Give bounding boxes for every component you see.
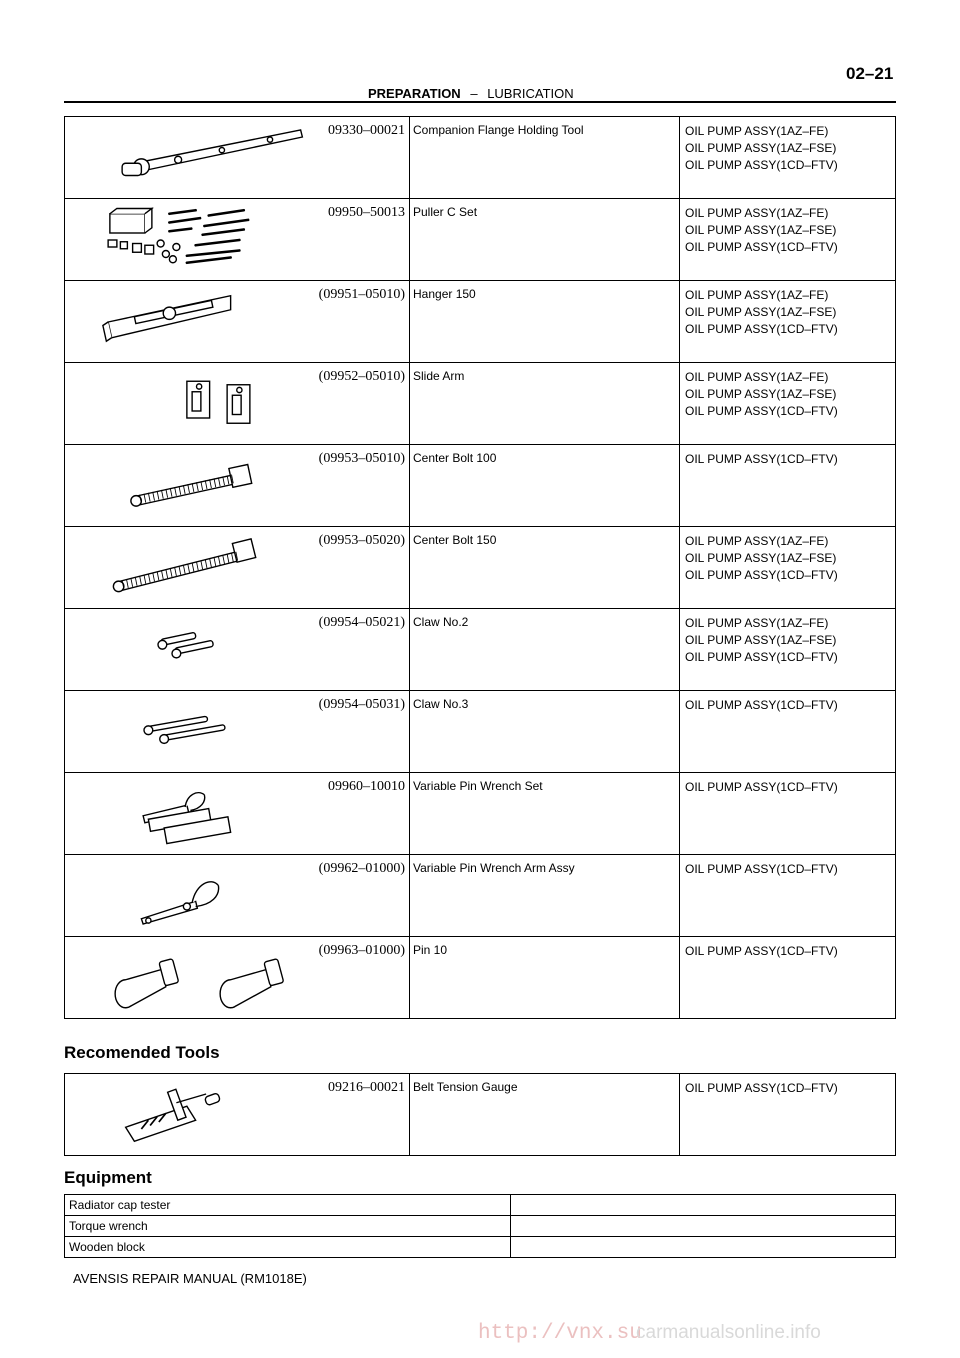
part-number: 09330–00021 <box>328 123 405 138</box>
companion-flange-holding-tool-icon <box>85 123 315 193</box>
tool-name: Variable Pin Wrench Set <box>410 773 680 855</box>
tool-usage-list <box>680 199 896 281</box>
recommended-tools-title: Recomended Tools <box>64 1043 220 1062</box>
pin-10-icon <box>85 943 315 1013</box>
table-row <box>65 199 896 281</box>
tool-illustration-cell <box>65 937 410 1019</box>
tool-illustration-cell <box>65 1074 410 1156</box>
recommended-tools-table <box>64 1073 896 1156</box>
equipment-note <box>511 1237 896 1258</box>
table-row <box>65 855 896 937</box>
table-row <box>65 1074 896 1156</box>
watermark-left[interactable]: http://vnx.su <box>478 1322 642 1345</box>
table-row <box>65 1237 896 1258</box>
tool-usage-item: OIL PUMP ASSY(1AZ–FSE) <box>685 141 837 155</box>
watermark-right[interactable]: carmanualsonline.info <box>636 1322 821 1343</box>
tool-usage-item: OIL PUMP ASSY(1CD–FTV) <box>685 568 838 582</box>
tool-illustration-cell <box>65 199 410 281</box>
tool-illustration-cell <box>65 117 410 199</box>
tool-illustration-cell <box>65 281 410 363</box>
equipment-item: Torque wrench <box>65 1216 511 1237</box>
tool-usage-item: OIL PUMP ASSY(1CD–FTV) <box>685 240 838 254</box>
equipment-table <box>64 1194 896 1258</box>
tool-illustration-cell <box>65 363 410 445</box>
tool-name: Claw No.2 <box>410 609 680 691</box>
belt-tension-gauge-icon <box>85 1080 315 1150</box>
tool-usage-item: OIL PUMP ASSY(1CD–FTV) <box>685 944 838 958</box>
tool-usage-list <box>680 527 896 609</box>
part-number: (09962–01000) <box>318 861 405 876</box>
part-number: (09963–01000) <box>318 943 405 958</box>
part-number: (09952–05010) <box>318 369 405 384</box>
part-number: 09216–00021 <box>328 1080 405 1095</box>
tool-usage-list <box>680 363 896 445</box>
table-row <box>65 1195 896 1216</box>
tool-illustration-cell <box>65 445 410 527</box>
hanger-icon <box>85 287 315 357</box>
tool-usage-item: OIL PUMP ASSY(1CD–FTV) <box>685 698 838 712</box>
page-number: 02–21 <box>846 64 894 83</box>
claw-no3-icon <box>85 697 315 767</box>
table-row <box>65 1216 896 1237</box>
part-number: 09950–50013 <box>328 205 405 220</box>
tool-illustration-cell <box>65 855 410 937</box>
tool-usage-item: OIL PUMP ASSY(1CD–FTV) <box>685 404 838 418</box>
equipment-title: Equipment <box>64 1168 152 1187</box>
tool-usage-item: OIL PUMP ASSY(1AZ–FSE) <box>685 633 837 647</box>
tool-name: Hanger 150 <box>410 281 680 363</box>
part-number: 09960–10010 <box>328 779 405 794</box>
variable-pin-wrench-arm-icon <box>85 861 315 931</box>
tool-usage-item: OIL PUMP ASSY(1AZ–FE) <box>685 616 829 630</box>
equipment-item: Radiator cap tester <box>65 1195 511 1216</box>
tool-illustration-cell <box>65 691 410 773</box>
center-bolt-150-icon <box>85 533 315 603</box>
tool-usage-item: OIL PUMP ASSY(1AZ–FE) <box>685 206 829 220</box>
tool-name: Claw No.3 <box>410 691 680 773</box>
puller-c-set-icon <box>85 205 315 275</box>
tool-usage-list <box>680 773 896 855</box>
part-number: (09953–05010) <box>318 451 405 466</box>
tool-usage-item: OIL PUMP ASSY(1AZ–FSE) <box>685 223 837 237</box>
tool-usage-list <box>680 937 896 1019</box>
tool-usage-item: OIL PUMP ASSY(1AZ–FSE) <box>685 551 837 565</box>
slide-arm-icon <box>85 369 315 439</box>
table-row <box>65 445 896 527</box>
table-row <box>65 281 896 363</box>
header-separator: – <box>470 86 478 101</box>
center-bolt-100-icon <box>85 451 315 521</box>
tool-name: Puller C Set <box>410 199 680 281</box>
tool-name: Variable Pin Wrench Arm Assy <box>410 855 680 937</box>
part-number: (09954–05021) <box>318 615 405 630</box>
equipment-item: Wooden block <box>65 1237 511 1258</box>
header-section: LUBRICATION <box>487 86 574 101</box>
running-header <box>368 86 574 101</box>
header-chapter: PREPARATION <box>368 86 461 101</box>
tool-usage-item: OIL PUMP ASSY(1CD–FTV) <box>685 158 838 172</box>
tool-name: Pin 10 <box>410 937 680 1019</box>
tool-usage-item: OIL PUMP ASSY(1CD–FTV) <box>685 780 838 794</box>
claw-no2-icon <box>85 615 315 685</box>
tool-name: Center Bolt 150 <box>410 527 680 609</box>
table-row <box>65 773 896 855</box>
part-number: (09954–05031) <box>318 697 405 712</box>
tool-usage-list <box>680 445 896 527</box>
table-row <box>65 609 896 691</box>
tool-name: Companion Flange Holding Tool <box>410 117 680 199</box>
tool-illustration-cell <box>65 527 410 609</box>
part-number: (09953–05020) <box>318 533 405 548</box>
table-row <box>65 527 896 609</box>
tool-usage-list <box>680 691 896 773</box>
tool-name: Slide Arm <box>410 363 680 445</box>
tool-usage-item: OIL PUMP ASSY(1AZ–FSE) <box>685 387 837 401</box>
tool-illustration-cell <box>65 609 410 691</box>
tool-usage-list <box>680 117 896 199</box>
table-row <box>65 117 896 199</box>
table-row <box>65 691 896 773</box>
tool-usage-item: OIL PUMP ASSY(1AZ–FE) <box>685 124 829 138</box>
tool-illustration-cell <box>65 773 410 855</box>
variable-pin-wrench-set-icon <box>85 779 315 849</box>
tool-usage-item: OIL PUMP ASSY(1CD–FTV) <box>685 862 838 876</box>
tool-usage-list <box>680 281 896 363</box>
header-rule <box>64 101 896 103</box>
tool-usage-list <box>680 855 896 937</box>
tool-name: Center Bolt 100 <box>410 445 680 527</box>
manual-footer: AVENSIS REPAIR MANUAL (RM1018E) <box>73 1271 307 1286</box>
tool-usage-item: OIL PUMP ASSY(1AZ–FE) <box>685 288 829 302</box>
tool-usage-list <box>680 1074 896 1156</box>
tool-usage-item: OIL PUMP ASSY(1CD–FTV) <box>685 322 838 336</box>
tool-usage-item: OIL PUMP ASSY(1CD–FTV) <box>685 1081 838 1095</box>
tool-usage-item: OIL PUMP ASSY(1AZ–FE) <box>685 534 829 548</box>
tool-usage-item: OIL PUMP ASSY(1CD–FTV) <box>685 452 838 466</box>
equipment-note <box>511 1195 896 1216</box>
tool-usage-item: OIL PUMP ASSY(1AZ–FE) <box>685 370 829 384</box>
tool-usage-item: OIL PUMP ASSY(1CD–FTV) <box>685 650 838 664</box>
tool-name: Belt Tension Gauge <box>410 1074 680 1156</box>
tool-usage-list <box>680 609 896 691</box>
part-number: (09951–05010) <box>318 287 405 302</box>
tool-usage-item: OIL PUMP ASSY(1AZ–FSE) <box>685 305 837 319</box>
sst-table <box>64 116 896 1019</box>
equipment-note <box>511 1216 896 1237</box>
table-row <box>65 937 896 1019</box>
table-row <box>65 363 896 445</box>
